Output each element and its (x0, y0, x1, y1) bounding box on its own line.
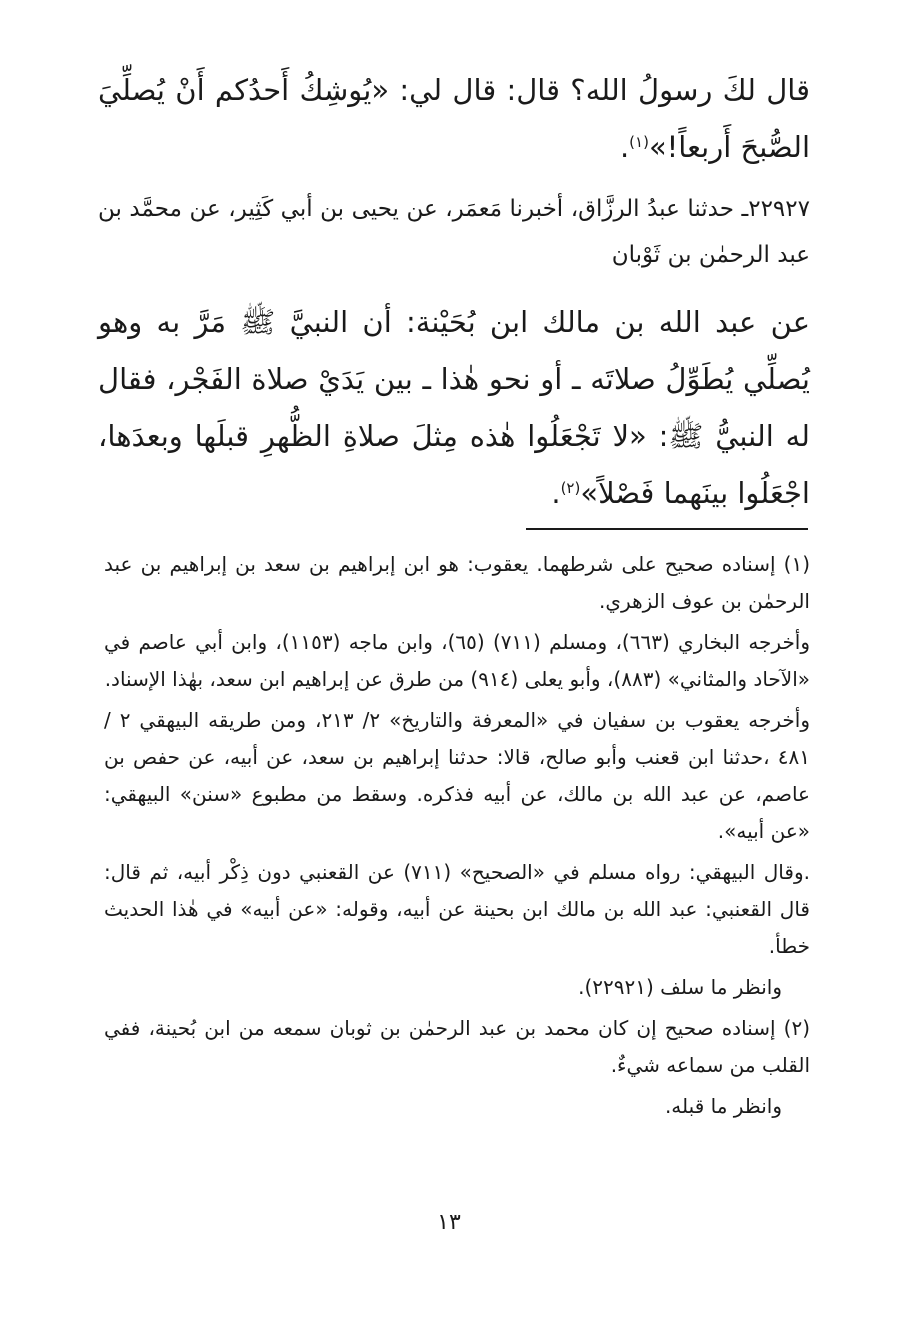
footnote-marker-1: (١) (629, 133, 649, 151)
footnote-2-b: وانظر ما قبله. (664, 1094, 782, 1118)
main-text (98, 62, 810, 522)
footnotes (104, 546, 810, 1129)
paragraph-2-text: عن عبد الله بن مالك ابن بُحَيْنة: أن النبيَّ ﷺ مَرَّ به وهو يُصلِّي يُطَوِّلُ صلاتَه ـ أو نحو هٰذا ـ بين يَدَيْ صلاة الفَجْر، فقال له النبيُّ ﷺ: «لا تَجْعَلُوا هٰذه مِثلَ صلاةِ الظُّهرِ قبلَها وبعدَها، اجْعَلُوا بينَهما فَصْلاً» (98, 305, 810, 510)
footnote-1-a: (١) إسناده صحيح على شرطهما. يعقوب: هو ابن إبراهيم بن سعد بن إبراهيم بن عبد الرحمٰن بن عوف الزهري. (104, 552, 810, 613)
footnote-marker-2: (٢) (560, 479, 581, 497)
footnote-1-c: وأخرجه يعقوب بن سفيان في «المعرفة والتاريخ» ٢/ ٢١٣، ومن طريقه البيهقي ٢ / ٤٨١ ،حدثنا ابن قعنب وأبو صالح، قالا: حدثنا إبراهيم بن سعد، عن أبيه، عن حفص بن عاصم، عن عبد الله بن مالك، عن أبيه فذكره. وسقط من مطبوع «سنن» البيهقي: «عن أبيه». (104, 708, 810, 843)
footnote-2-a: (٢) إسناده صحيح إن كان محمد بن عبد الرحمٰن بن ثوبان سمعه من ابن بُحينة، ففي القلب من سماعه شيءٌ. (104, 1016, 810, 1077)
hadith-chain: ٢٢٩٢٧ـ حدثنا عبدُ الرزَّاق، أخبرنا مَعمَر، عن يحيى بن أبي كَثِير، عن محمَّد بن عبد الرحمٰن بن ثَوْبان (98, 196, 810, 268)
footnote-1-b: وأخرجه البخاري (٦٦٣)، ومسلم (٧١١) (٦٥)، وابن ماجه (١١٥٣)، وابن أبي عاصم في «الآحاد والمثاني» (٨٨٣)، وأبو يعلى (٩١٤) من طرق عن إبراهيم ابن سعد، بهٰذا الإسناد. (104, 630, 811, 691)
page-number: ١٣ (437, 1210, 461, 1235)
footnote-1-e: وانظر ما سلف (٢٢٩٢١). (578, 975, 782, 999)
footnote-separator (526, 528, 808, 530)
paragraph-1-text: قال لكَ رسولُ الله؟ قال: قال لي: «يُوشِكُ أَحدُكم أَنْ يُصلِّيَ الصُّبحَ أَربعاً!» (98, 73, 810, 164)
paragraph-2 (98, 294, 810, 522)
footnote-1-d: .وقال البيهقي: رواه مسلم في «الصحيح» (٧١١) عن القعنبي دون ذِكْر أبيه، ثم قال: قال القعنبي: عبد الله بن مالك ابن بحينة عن أبيه، وقوله: «عن أبيه» في هٰذا الحديث خطأ. (104, 860, 810, 958)
paragraph-1-end: . (619, 130, 630, 164)
paragraph-2-end: . (551, 476, 561, 510)
paragraph-1 (98, 62, 810, 176)
